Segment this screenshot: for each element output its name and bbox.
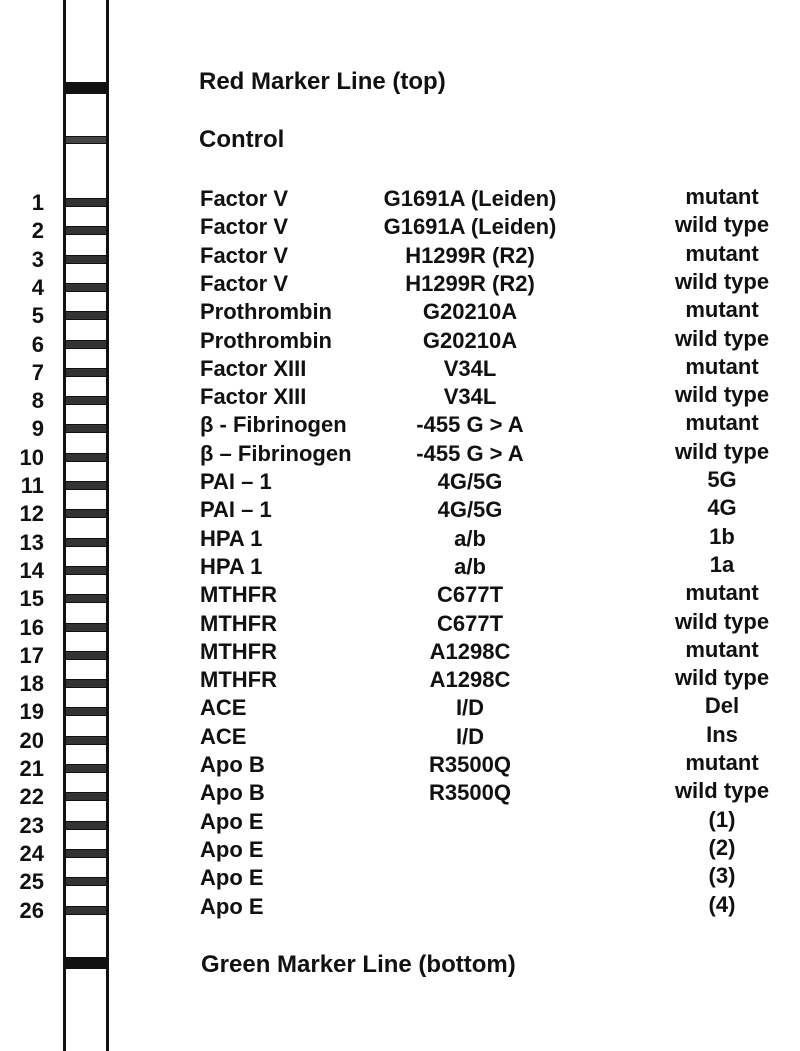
allele-result: mutant xyxy=(685,580,759,606)
gene-name: Prothrombin xyxy=(200,327,332,353)
allele-result: wild type xyxy=(674,665,770,691)
gene-name: ACE xyxy=(200,695,247,721)
allele-result: mutant xyxy=(685,184,759,209)
gene-name: Apo B xyxy=(200,780,265,806)
row-number: 1 xyxy=(31,190,44,215)
allele-result: (3) xyxy=(708,863,736,889)
gene-name: ACE xyxy=(200,723,247,749)
variant-name: I/D xyxy=(455,723,485,749)
probe-row xyxy=(0,469,800,497)
probe-row xyxy=(0,325,800,357)
probe-row xyxy=(0,582,800,610)
probe-row xyxy=(0,780,800,808)
allele-result: mutant xyxy=(685,410,759,436)
row-number: 2 xyxy=(31,218,44,244)
gene-name: Apo E xyxy=(200,808,264,834)
row-number: 17 xyxy=(19,642,44,668)
probe-row xyxy=(0,608,800,640)
variant-name: -455 G > A xyxy=(416,412,524,438)
gene-name: MTHFR xyxy=(200,667,277,693)
probe-row xyxy=(0,353,800,385)
row-number: 15 xyxy=(19,586,44,612)
probe-row xyxy=(0,268,800,300)
variant-name: R3500Q xyxy=(429,780,511,806)
allele-result: wild type xyxy=(674,438,770,464)
row-number: 25 xyxy=(19,869,44,895)
row-number: 9 xyxy=(31,416,44,442)
allele-result: mutant xyxy=(685,750,759,775)
allele-result: (1) xyxy=(708,806,736,832)
probe-row xyxy=(0,891,800,923)
allele-result: wild type xyxy=(674,212,770,238)
probe-row xyxy=(0,523,800,555)
row-number: 12 xyxy=(19,501,44,527)
gene-name: MTHFR xyxy=(200,582,277,608)
row-number: 8 xyxy=(31,388,44,414)
allele-result: mutant xyxy=(685,353,759,379)
variant-name: R3500Q xyxy=(429,752,511,777)
row-number: 7 xyxy=(31,359,44,385)
gene-name: Factor V xyxy=(200,186,289,211)
gene-name: Factor V xyxy=(200,270,289,296)
probe-row xyxy=(0,834,800,866)
probe-row xyxy=(0,551,800,583)
probe-row xyxy=(0,695,800,723)
allele-result: wild type xyxy=(674,608,770,634)
probe-row xyxy=(0,186,800,214)
probe-row xyxy=(0,384,800,412)
gene-name: Apo E xyxy=(200,836,264,862)
allele-result: Ins xyxy=(706,721,738,747)
gene-name: MTHFR xyxy=(200,610,277,636)
row-number: 13 xyxy=(19,529,44,555)
variant-name: A1298C xyxy=(429,638,511,664)
row-number: 4 xyxy=(31,274,44,300)
gene-name: HPA 1 xyxy=(200,553,263,579)
row-number: 14 xyxy=(19,557,44,583)
allele-result: 4G xyxy=(707,495,737,521)
gene-name: β - Fibrinogen xyxy=(200,412,347,438)
allele-result: mutant xyxy=(685,297,759,323)
gene-name: Apo E xyxy=(200,893,264,919)
allele-result: (4) xyxy=(708,891,736,917)
red-marker-label: Red Marker Line (top) xyxy=(199,68,446,95)
row-number: 3 xyxy=(31,246,44,272)
variant-name: V34L xyxy=(443,355,497,381)
green-marker-label: Green Marker Line (bottom) xyxy=(201,951,516,978)
gene-name: Prothrombin xyxy=(200,299,332,325)
variant-name: G20210A xyxy=(422,327,518,353)
probe-row xyxy=(0,752,800,780)
allele-result: wild type xyxy=(674,325,770,351)
probe-row xyxy=(0,806,800,838)
allele-result: wild type xyxy=(674,382,770,408)
probe-row xyxy=(0,299,800,327)
probe-row xyxy=(0,214,800,242)
red-marker-band xyxy=(66,82,106,94)
allele-result: 5G xyxy=(707,467,737,492)
row-number: 6 xyxy=(31,331,44,357)
probe-row xyxy=(0,865,800,893)
gene-name: Factor V xyxy=(200,214,289,240)
allele-result: mutant xyxy=(685,240,759,266)
variant-name: C677T xyxy=(436,610,504,636)
allele-result: Del xyxy=(704,693,740,719)
allele-result: wild type xyxy=(674,268,770,294)
row-number: 26 xyxy=(19,897,44,923)
row-number: 24 xyxy=(19,840,44,866)
variant-name: I/D xyxy=(455,695,485,721)
allele-result: wild type xyxy=(674,778,770,804)
variant-name: a/b xyxy=(454,525,486,551)
variant-name: V34L xyxy=(443,384,497,410)
variant-name: G1691A (Leiden) xyxy=(383,186,557,211)
gene-name: Factor XIII xyxy=(200,384,307,410)
row-number: 18 xyxy=(19,671,44,697)
gene-name: MTHFR xyxy=(200,638,277,664)
variant-name: 4G/5G xyxy=(437,469,503,494)
gene-name: PAI – 1 xyxy=(200,469,272,494)
gene-name: β – Fibrinogen xyxy=(200,440,352,466)
control-band xyxy=(66,136,106,144)
gene-name: Apo B xyxy=(200,752,265,777)
variant-name: a/b xyxy=(454,553,486,579)
variant-name: G20210A xyxy=(422,299,518,325)
allele-result: 1b xyxy=(709,523,735,549)
allele-result: (2) xyxy=(708,834,736,860)
probe-row xyxy=(0,497,800,525)
allele-result: 1a xyxy=(709,551,735,577)
variant-name: G1691A (Leiden) xyxy=(383,214,557,240)
row-number: 23 xyxy=(19,812,44,838)
row-number: 21 xyxy=(19,756,44,781)
variant-name: H1299R (R2) xyxy=(405,270,535,296)
row-number: 19 xyxy=(19,699,44,725)
green-marker-band xyxy=(66,957,106,969)
probe-row xyxy=(0,240,800,272)
probe-row xyxy=(0,721,800,753)
row-number: 16 xyxy=(19,614,44,640)
gene-name: Factor V xyxy=(200,242,289,268)
row-number: 11 xyxy=(20,473,44,498)
row-number: 10 xyxy=(19,444,44,470)
row-number: 5 xyxy=(31,303,44,329)
probe-row xyxy=(0,636,800,668)
gene-name: Factor XIII xyxy=(200,355,307,381)
gene-name: Apo E xyxy=(200,865,264,891)
variant-name: -455 G > A xyxy=(416,440,524,466)
row-number: 20 xyxy=(19,727,44,753)
control-label: Control xyxy=(199,126,285,153)
variant-name: A1298C xyxy=(429,667,511,693)
gene-name: PAI – 1 xyxy=(200,497,272,523)
variant-name: H1299R (R2) xyxy=(405,242,535,268)
probe-row xyxy=(0,438,800,470)
variant-name: C677T xyxy=(436,582,504,608)
probe-row xyxy=(0,667,800,695)
allele-result: mutant xyxy=(685,636,759,662)
gene-name: HPA 1 xyxy=(200,525,263,551)
variant-name: 4G/5G xyxy=(437,497,503,523)
row-number: 22 xyxy=(19,784,44,810)
probe-row xyxy=(0,412,800,440)
